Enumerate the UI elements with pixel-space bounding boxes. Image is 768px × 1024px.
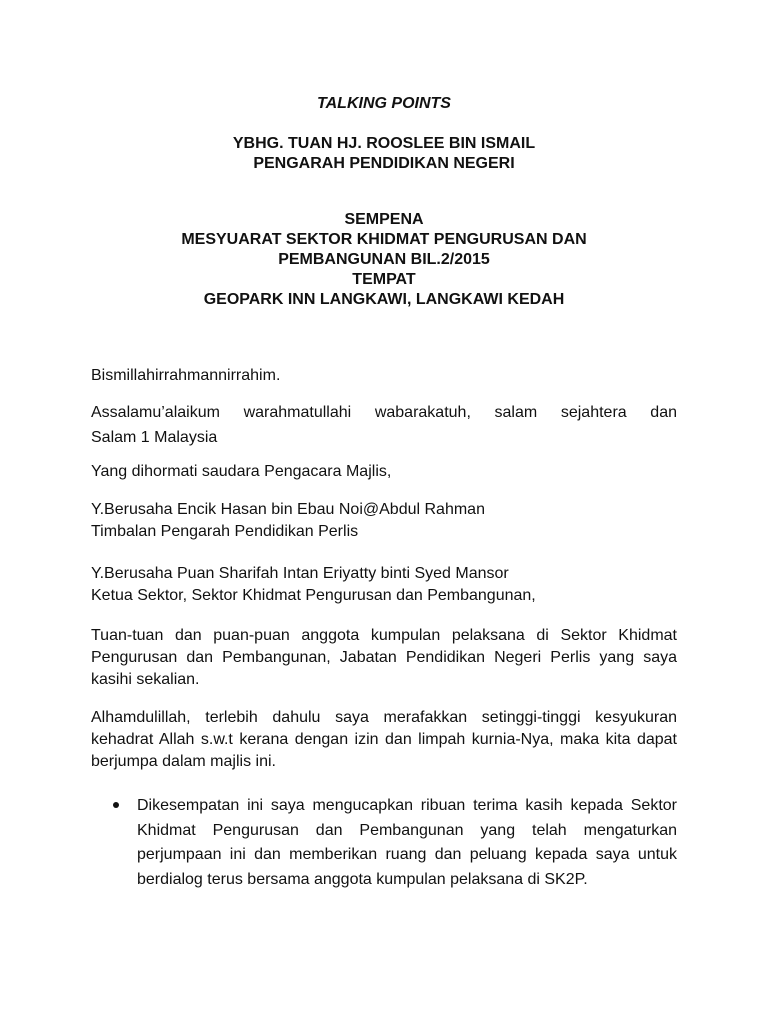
- officer-name: YBHG. TUAN HJ. ROOSLEE BIN ISMAIL: [232, 135, 536, 152]
- dignitary-2-title: Ketua Sektor, Sektor Khidmat Pengurusan dan Pembangunan,: [91, 587, 536, 604]
- members-paragraph: Tuan-tuan dan puan-puan anggota kumpulan pelaksana di Sektor Khidmat Pengurusan dan Pembangunan, Jabatan Pendidikan Negeri Perlis yang saya kasihi sekalian.: [91, 627, 677, 688]
- dignitary-2-name: Y.Berusaha Puan Sharifah Intan Eriyatty binti Syed Mansor: [91, 565, 509, 582]
- dignitary-1-name: Y.Berusaha Encik Hasan bin Ebau Noi@Abdul Rahman: [91, 501, 485, 518]
- title-text: TALKING POINTS: [317, 95, 451, 112]
- dignitary-1: [91, 499, 677, 543]
- event-line-meeting: MESYUARAT SEKTOR KHIDMAT PENGURUSAN DAN: [181, 231, 587, 248]
- officer-block: [0, 134, 768, 174]
- greeting-line-2: Salam 1 Malaysia: [91, 429, 218, 446]
- greeting-paragraph: [91, 402, 677, 449]
- greeting-line-1: Assalamu’alaikum warahmatullahi wabarakatuh, salam sejahtera dan: [91, 404, 677, 421]
- event-line-sempena: SEMPENA: [344, 211, 424, 228]
- gratitude-paragraph: Alhamdulillah, terlebih dahulu saya merafakkan setinggi-tinggi kesyukuran kehadrat Allah s.w.t kerana dengan izin dan limpah kurnia-Nya, maka kita dapat berjumpa dalam majlis ini.: [91, 709, 677, 770]
- opening-line: Bismillahirrahmannirrahim.: [91, 367, 281, 384]
- address-emcee: Yang dihormati saudara Pengacara Majlis,: [91, 463, 392, 480]
- event-line-tempat: TEMPAT: [352, 271, 416, 288]
- event-block: [0, 210, 768, 310]
- dignitary-2: [91, 563, 677, 607]
- bullet-dot-icon: [113, 802, 119, 808]
- officer-position: PENGARAH PENDIDIKAN NEGERI: [253, 155, 515, 172]
- bullet-item-1: Dikesempatan ini saya mengucapkan ribuan terima kasih kepada Sektor Khidmat Pengurusan dan Pembangunan yang telah mengaturkan perjumpaan ini dan memberikan ruang dan peluang kepada saya untuk berdialog terus bersama anggota kumpulan pelaksana di SK2P.: [137, 797, 677, 888]
- event-line-meeting-number: PEMBANGUNAN BIL.2/2015: [278, 251, 490, 268]
- dignitary-1-title: Timbalan Pengarah Pendidikan Perlis: [91, 523, 359, 540]
- document-title: [0, 94, 768, 114]
- event-line-venue: GEOPARK INN LANGKAWI, LANGKAWI KEDAH: [203, 291, 565, 308]
